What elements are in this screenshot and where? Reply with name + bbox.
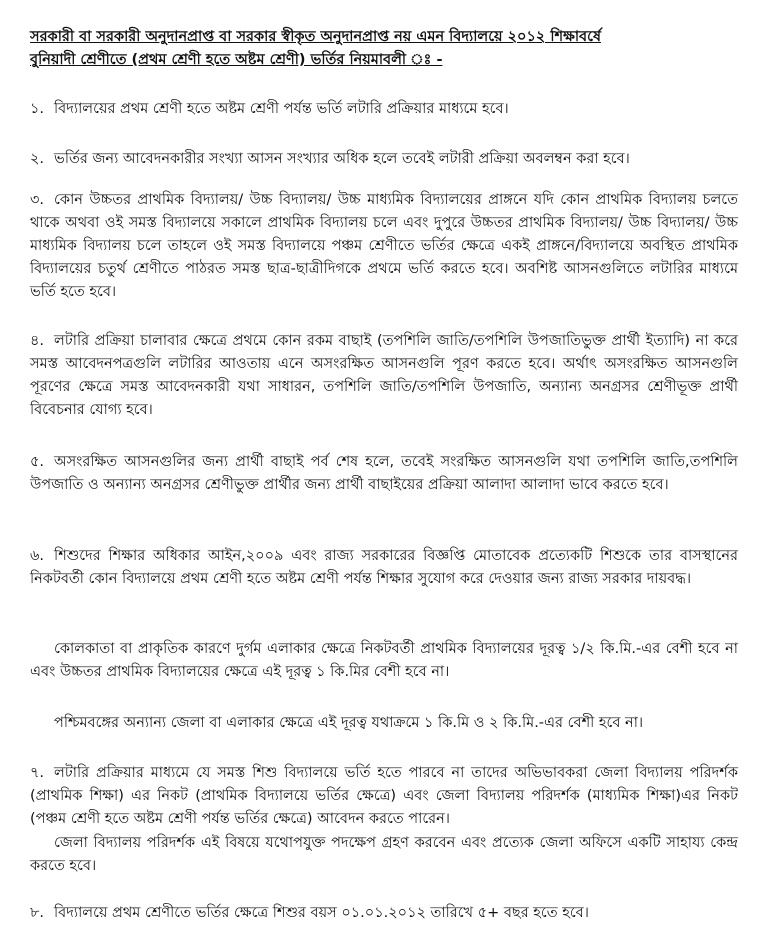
rule-number: ২. — [30, 151, 45, 167]
rule-number: ৮. — [30, 905, 45, 921]
rule-4 — [30, 330, 738, 422]
heading-line-1: সরকারী বা সরকারী অনুদানপ্রাপ্ত বা সরকার স্বীকৃত অনুদানপ্রাপ্ত নয় এমন বিদ্যালয়ে ২০১২ শিক্ষাবর্ষে — [30, 29, 601, 45]
rule-6-distance-kolkata: কোলকাতা বা প্রাকৃতিক কারণে দুর্গম এলাকার ক্ষেত্রে নিকটবর্তী প্রাথমিক বিদ্যালয়ের দূরত্ব ১/২ কি.মি.-এর বেশী হবে না এবং উচ্চতর প্রাথমিক বিদ্যালয়ের ক্ষেত্রে এই দূরত্ব ১ কি.মির বেশী হবে না। — [30, 641, 738, 680]
rule-text: বিদ্যালয়ের প্রথম শ্রেণী হতে অষ্টম শ্রেণী পর্যন্ত ভর্তি লটারি প্রক্রিয়ার মাধ্যমে হবে। — [54, 101, 509, 117]
rule-text: শিশুদের শিক্ষার অধিকার আইন,২০০৯ এবং রাজ্য সরকারের বিজ্ঞপ্তি মোতাবেক প্রত্যেকটি শিশুকে তার বাসস্থানের নিকটবর্তী কোন বিদ্যালয়ে প্রথম শ্রেণী হতে অষ্টম শ্রেণী পর্যন্ত শিক্ষার সুযোগ করে দেওয়ার জন্য রাজ্য সরকার দায়বদ্ধ। — [30, 548, 738, 587]
rule-number: ৩. — [30, 192, 45, 208]
heading-line-2: বুনিয়াদী শ্রেণীতে (প্রথম শ্রেণী হতে অষ্টম শ্রেণী) ভর্তির নিয়মাবলী ঃ - — [30, 52, 443, 68]
rule-number: ৪. — [30, 333, 45, 349]
rule-6 — [30, 545, 738, 591]
rule-7 — [30, 762, 738, 831]
rule-number: ১. — [30, 101, 45, 117]
rule-number: ৬. — [30, 548, 45, 564]
rule-text: লটারি প্রক্রিয়া চালাবার ক্ষেত্রে প্রথমে কোন রকম বাছাই (তপশিলি জাতি/তপশিলি উপজাতিভুক্ত প্রার্থী ইত্যাদি) না করে সমস্ত আবেদনপত্রগুলি লটারির আওতায় এনে অসংরক্ষিত আসনগুলি পূরণ করতে হবে। অর্থাৎ অসংরক্ষিত আসনগুলি পূরণের ক্ষেত্রে সমস্ত আবেদনকারী যথা সাধারন, তপশিলি জাতি/তপশিলি উপজাতি, অন্যান্য অনগ্রসর শ্রেণীভূক্ত প্রার্থী বিবেচনার যোগ্য হবে। — [30, 333, 738, 418]
rule-text: বিদ্যালয়ে প্রথম শ্রেণীতে ভর্তির ক্ষেত্রে শিশুর বয়স ০১.০১.২০১২ তারিখে ৫+ বছর হতে হবে। — [54, 905, 589, 921]
rule-2 — [30, 148, 738, 171]
rule-1 — [30, 98, 738, 121]
rule-text: লটারি প্রক্রিয়ার মাধ্যমে যে সমস্ত শিশু বিদ্যালয়ে ভর্তি হতে পারবে না তাদের অভিভাবকরা জেলা বিদ্যালয় পরিদর্শক (প্রাথমিক শিক্ষা) এর নিকট (প্রাথমিক বিদ্যালয়ে ভর্তির ক্ষেত্রে) এবং জেলা বিদ্যালয় পরিদর্শক (মাধ্যমিক শিক্ষা)এর নিকট (পঞ্চম শ্রেণী হতে অষ্টম শ্রেণী পর্যন্ত ভর্তির ক্ষেত্রে) আবেদন করতে পারেন। — [30, 765, 738, 827]
rule-5 — [30, 451, 738, 497]
rule-text: কোন উচ্চতর প্রাথমিক বিদ্যালয়/ উচ্চ বিদ্যালয়/ উচ্চ মাধ্যমিক বিদ্যালয়ের প্রাঙ্গনে যদি কোন প্রাথমিক বিদ্যালয় চলতে থাকে অথবা ওই সমস্ত বিদ্যালয়ে সকালে প্রাথমিক বিদ্যালয় চলে এবং দুপুরে উচ্চতর প্রাথমিক বিদ্যালয়/ উচ্চ বিদ্যালয়/ উচ্চ মাধ্যমিক বিদ্যালয় চলে তাহলে ওই সমস্ত বিদ্যালয়ে পঞ্চম শ্রেণীতে ভর্তির ক্ষেত্রে একই প্রাঙ্গনে/বিদ্যালয়ে অবস্থিত প্রাথমিক বিদ্যালয়ের চতুর্থ শ্রেণীতে পাঠরত সমস্ত ছাত্র-ছাত্রীদিগকে প্রথমে ভর্তি করতে হবে। অবশিষ্ট আসনগুলিতে লটারির মাধ্যমে ভর্তি হতে হবে। — [30, 192, 738, 300]
rule-3 — [30, 189, 738, 304]
rule-text: অসংরক্ষিত আসনগুলির জন্য প্রার্থী বাছাই পর্ব শেষ হলে, তবেই সংরক্ষিত আসনগুলি যথা তপশিলি জাতি,তপশিলি উপজাতি ও অন্যান্য অনগ্রসর শ্রেণীভুক্ত প্রার্থীর জন্য প্রার্থী বাছাইয়ের প্রক্রিয়া আলাদা আলাদা ভাবে করতে হবে। — [30, 454, 738, 493]
rule-text: ভর্তির জন্য আবেদনকারীর সংখ্যা আসন সংখ্যার অধিক হলে তবেই লটারী প্রক্রিয়া অবলম্বন করা হবে। — [54, 151, 630, 167]
rule-number: ৭. — [30, 765, 45, 781]
document-heading — [30, 26, 736, 72]
rule-number: ৫. — [30, 454, 45, 470]
rule-6-distance-other-districts: পশ্চিমবঙ্গের অন্যান্য জেলা বা এলাকার ক্ষেত্রে এই দূরত্ব যথাক্রমে ১ কি.মি ও ২ কি.মি.-এর বেশী হবে না। — [54, 715, 644, 731]
rule-7-continuation: জেলা বিদ্যালয় পরিদর্শক এই বিষয়ে যথোপযুক্ত পদক্ষেপ গ্রহণ করবেন এবং প্রত্যেক জেলা অফিসে একটি সাহায্য কেন্দ্র করতে হবে। — [30, 835, 738, 874]
rule-8 — [30, 902, 738, 925]
